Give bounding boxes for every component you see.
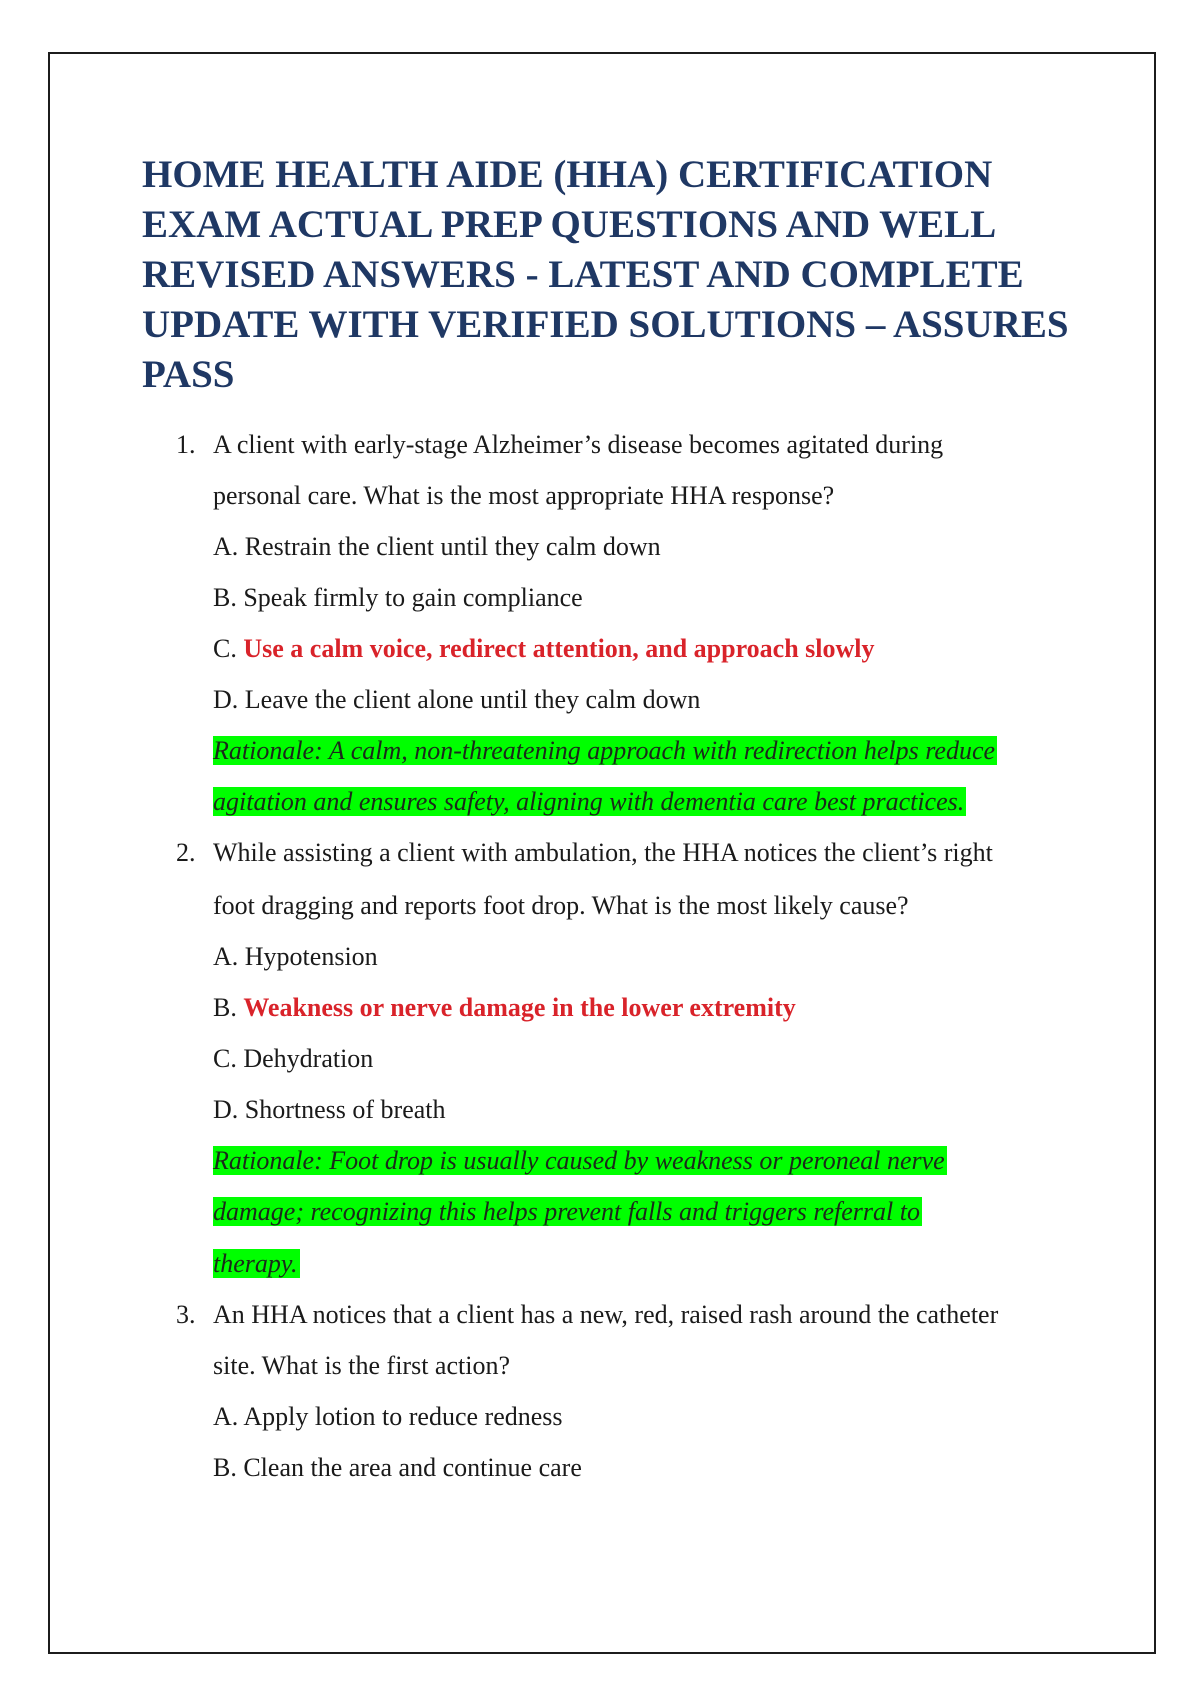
option-letter: A. [213, 942, 239, 971]
correct-answer-text: Use a calm voice, redirect attention, and approach slowly [243, 634, 875, 663]
option-letter: B. [213, 1453, 237, 1482]
question-2-stem-line1: While assisting a client with ambulation, the HHA notices the client’s right [213, 838, 993, 867]
question-1-rationale-line2 [213, 784, 966, 820]
option-letter: C. [213, 1044, 237, 1073]
question-1-stem-line2: personal care. What is the most appropriate HHA response? [213, 481, 835, 510]
question-2-rationale-line2 [213, 1194, 922, 1230]
option-text: Leave the client alone until they calm down [244, 685, 701, 714]
question-1-option-d [213, 682, 700, 718]
rationale-highlight: agitation and ensures safety, aligning with dementia care best practices. [213, 787, 965, 816]
rationale-highlight: Rationale: A calm, non-threatening approach with redirection helps reduce [213, 736, 996, 765]
question-3-number: 3. [176, 1300, 196, 1329]
question-3-option-b [213, 1450, 582, 1486]
document-title: HOME HEALTH AIDE (HHA) CERTIFICATION EXAM ACTUAL PREP QUESTIONS AND WELL REVISED ANSWERS - LATEST AND COMPLETE UPDATE WITH VERIFIED SOLUTIONS – ASSURES PASS [142, 153, 1069, 396]
question-2-option-d [213, 1092, 446, 1128]
question-2 [0, 835, 1200, 871]
question-1-rationale-line1 [213, 733, 997, 769]
question-1 [0, 427, 1200, 463]
option-text: Speak firmly to gain compliance [243, 583, 583, 612]
question-2-option-b [213, 990, 796, 1026]
option-text: Clean the area and continue care [243, 1453, 582, 1482]
question-1-stem-line1: A client with early-stage Alzheimer’s disease becomes agitated during [213, 430, 944, 459]
option-text: Restrain the client until they calm down [244, 532, 661, 561]
question-2-option-c [213, 1041, 373, 1077]
question-1-option-a [213, 529, 661, 565]
option-text: Hypotension [244, 942, 378, 971]
question-2-stem-line2: foot dragging and reports foot drop. What is the most likely cause? [213, 891, 909, 920]
option-letter: B. [213, 993, 237, 1022]
question-3 [0, 1297, 1200, 1333]
option-letter: D. [213, 685, 239, 714]
option-letter: D. [213, 1095, 239, 1124]
option-letter: A. [213, 532, 239, 561]
option-letter: A. [213, 1402, 239, 1431]
question-3-stem-line2: site. What is the first action? [213, 1351, 510, 1380]
question-1-number: 1. [176, 430, 196, 459]
question-2-rationale-line3 [213, 1246, 300, 1282]
question-3-option-a [213, 1399, 563, 1435]
rationale-highlight: damage; recognizing this helps prevent falls and triggers referral to [213, 1197, 920, 1226]
option-text: Shortness of breath [244, 1095, 446, 1124]
question-2-rationale-line1 [213, 1143, 947, 1179]
correct-answer-text: Weakness or nerve damage in the lower extremity [243, 993, 796, 1022]
question-1-option-b [213, 580, 583, 616]
question-3-stem-line1: An HHA notices that a client has a new, red, raised rash around the catheter [213, 1300, 999, 1329]
rationale-highlight: therapy. [213, 1249, 298, 1278]
rationale-highlight: Rationale: Foot drop is usually caused by weakness or peroneal nerve [213, 1146, 945, 1175]
option-letter: C. [213, 634, 237, 663]
option-text: Dehydration [243, 1044, 374, 1073]
option-letter: B. [213, 583, 237, 612]
option-text: Apply lotion to reduce redness [243, 1402, 563, 1431]
question-2-option-a [213, 939, 378, 975]
question-2-number: 2. [176, 838, 196, 867]
question-1-option-c [213, 631, 875, 667]
